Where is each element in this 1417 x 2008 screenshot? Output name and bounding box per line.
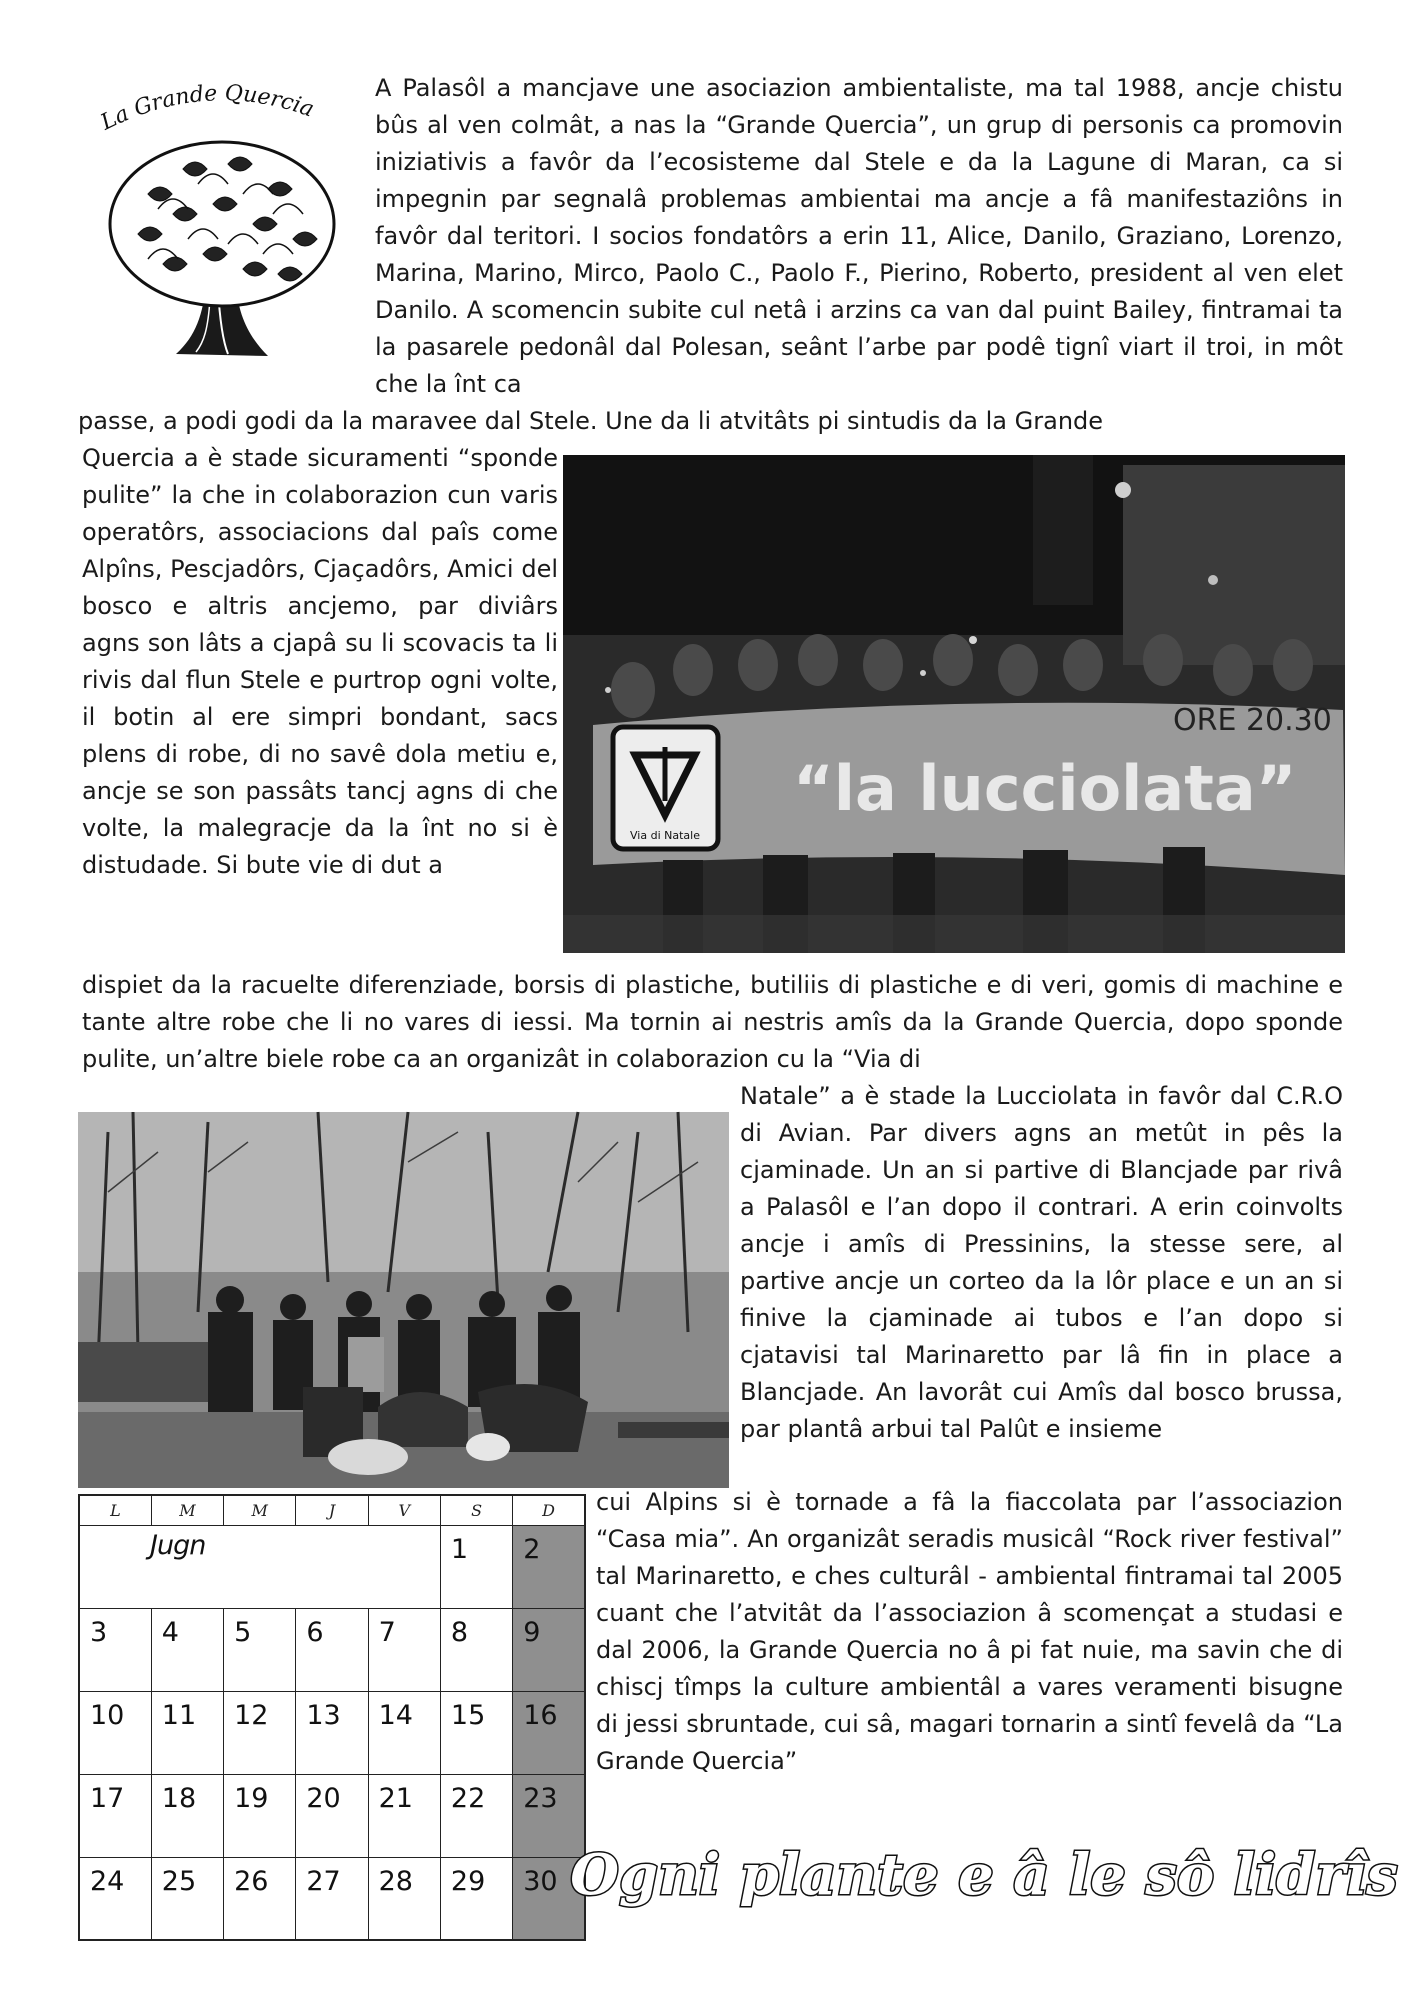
weekday-header-row (79, 1495, 585, 1525)
calendar-day: 8 (440, 1608, 512, 1691)
calendar-day: 7 (368, 1608, 440, 1691)
calendar-day-sunday: 16 (513, 1691, 585, 1774)
calendar-day: 20 (296, 1774, 368, 1857)
weekday-label: M (151, 1495, 223, 1525)
calendar-day: 10 (79, 1691, 151, 1774)
weekday-label: L (79, 1495, 151, 1525)
weekday-label: S (440, 1495, 512, 1525)
calendar-day: 5 (224, 1608, 296, 1691)
calendar-week-row (79, 1691, 585, 1774)
calendar-day: 4 (151, 1608, 223, 1691)
weekday-label: M (224, 1495, 296, 1525)
calendar-day: 1 (440, 1525, 512, 1608)
la-grande-quercia-logo (78, 74, 366, 374)
calendar-day: 11 (151, 1691, 223, 1774)
article-paragraph-full-width: dispiet da la racuelte diferenziade, borsis di plastiche, butiliis di plastiche e di veri, gomis di machine e tante altre robe che li no vares di iessi. Ma tornin ai nestris amîs da la Grande Quercia, dopo sponde pulite, un’altre biele robe ca an organizât in colaborazion cu la “Via di (82, 971, 1343, 1073)
weekday-label: J (296, 1495, 368, 1525)
calendar-day: 24 (79, 1857, 151, 1940)
calendar-day: 29 (440, 1857, 512, 1940)
month-name: Jugn (79, 1525, 440, 1608)
article-paragraph-intro: A Palasôl a mancjave une asociazion ambientaliste, ma tal 1988, ancje chistu bûs al ven colmât, a nas la “Grande Quercia”, un grup di personis ca promovin iniziativis a favôr da l’ecosisteme dal Stele e da la Lagune di Maran, ca si impegnin par segnalâ problemas ambientai ma ancje a fâ manifestaziôns in favôr dal teritori. I socios fondatôrs a erin 11, Alice, Danilo, Graziano, Lorenzo, Marina, Marino, Mirco, Paolo C., Paolo F., Pierino, Roberto, president al ven elet Danilo. A scomencin subite cul netâ i arzins ca van dal puint Bailey, fintramai ta la pasarele pedonâl dal Polesan, seânt l’arbe par podê tignî viart il troi, in môt che la înt ca (375, 74, 1343, 398)
calendar-day-sunday: 9 (513, 1608, 585, 1691)
calendar-day: 28 (368, 1857, 440, 1940)
june-calendar (78, 1494, 586, 1941)
logo-text: La Grande Quercia (96, 81, 318, 136)
sponde-pulite-volunteers-photo (78, 1112, 729, 1488)
banner-time: ORE 20.30 (1173, 703, 1332, 738)
motto-heading (570, 1826, 1398, 1926)
calendar-day: 14 (368, 1691, 440, 1774)
calendar-day-sunday: 23 (513, 1774, 585, 1857)
calendar-day: 12 (224, 1691, 296, 1774)
calendar-day: 17 (79, 1774, 151, 1857)
svg-text:Via di Natale: Via di Natale (630, 829, 700, 842)
via-di-natale-logo (613, 727, 718, 849)
lucciolata-march-photo (563, 455, 1345, 953)
banner-text: “la lucciolata” (793, 752, 1297, 825)
calendar-day: 13 (296, 1691, 368, 1774)
calendar-week-row (79, 1525, 585, 1608)
calendar-week-row (79, 1774, 585, 1857)
motto-text: Ogni plante e â le sô lidrîs (570, 1842, 1398, 1908)
oak-tree-icon (110, 142, 334, 356)
weekday-label: V (368, 1495, 440, 1525)
calendar-day: 27 (296, 1857, 368, 1940)
calendar-week-row (79, 1608, 585, 1691)
calendar-day: 21 (368, 1774, 440, 1857)
weekday-label: D (513, 1495, 585, 1525)
calendar-week-row (79, 1857, 585, 1940)
calendar-day-sunday: 30 (513, 1857, 585, 1940)
calendar-day: 18 (151, 1774, 223, 1857)
calendar-day: 25 (151, 1857, 223, 1940)
article-line-full-width: passe, a podi godi da la maravee dal Stele. Une da li atvitâts pi sintudis da la Grande (78, 407, 1104, 435)
article-paragraph-sponde-pulite: Quercia a è stade sicuramenti “sponde pulite” la che in colaborazion cun varis operatôrs, associacions dal paîs come Alpîns, Pescjadôrs, Cjaçadôrs, Amici del bosco e altris ancjemo, par diviârs agns son lâts a cjapâ su li scovacis ta li rivis dal flun Stele e purtrop ogni volte, il botin al ere simpri bondant, sacs plens di robe, di no savê dola metiu e, ancje se son passâts tancj agns di che volte, la malegracje da la înt no si è distudade. Si bute vie di dut a (82, 444, 558, 879)
article-paragraph-closing: cui Alpins si è tornade a fâ la fiaccolata par l’associazion “Casa mia”. An organizât seradis musicâl “Rock river festival” tal Marinaretto, e ches culturâl - ambiental fintramai tal 2005 cuant che l’atvitât da l’associazion â scomençat a studasi e dal 2006, la Grande Quercia no â pi fat nuie, ma savin che di chiscj tîmps la culture ambientâl a vares veramenti bisugne di jessi sbruntade, cui sâ, magari tornarin a sintî fevelâ da “La Grande Quercia” (596, 1488, 1343, 1775)
calendar-day: 3 (79, 1608, 151, 1691)
calendar-day: 6 (296, 1608, 368, 1691)
calendar-day: 15 (440, 1691, 512, 1774)
calendar-day: 26 (224, 1857, 296, 1940)
calendar-day-sunday: 2 (513, 1525, 585, 1608)
calendar-day: 22 (440, 1774, 512, 1857)
calendar-day: 19 (224, 1774, 296, 1857)
article-paragraph-lucciolata: Natale” a è stade la Lucciolata in favôr dal C.R.O di Avian. Par divers agns an metût in pês la cjaminade. Un an si partive di Blancjade par rivâ a Palasôl e l’an dopo il contrari. A erin coinvolts ancje i amîs di Pressinins, la stesse sere, al partive ancje un corteo da la lôr place e un an si finive la cjaminade ai tubos e l’an dopo si cjatavisi tal Marinaretto par lâ fin in place a Blancjade. An lavorât cui Amîs dal bosco brussa, par plantâ arbui tal Palût e insieme (740, 1082, 1343, 1443)
